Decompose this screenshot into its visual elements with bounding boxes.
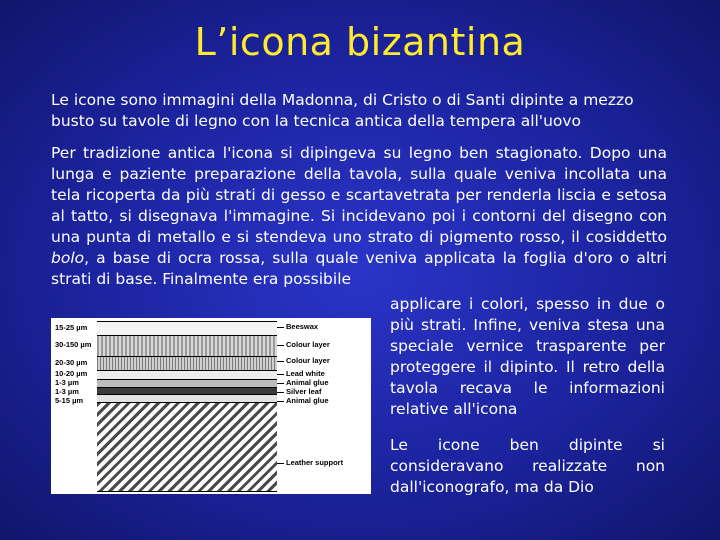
- thickness-label: 20-30 µm: [55, 358, 88, 367]
- bolo-term: bolo: [51, 249, 85, 267]
- layer-label: Lead white: [286, 369, 325, 378]
- silver-leaf-layer: [97, 387, 277, 394]
- thickness-label: 1-3 µm: [55, 387, 79, 396]
- leather-support-layer: [97, 402, 277, 492]
- animal-glue-layer-1: [97, 379, 277, 387]
- side-paragraph-1: applicare i colori, spesso in due o più strati. Infine, veniva stesa una speciale vernice trasparente per proteggere il dipinto. Il retro della tavola recava le informazioni relative all'icona: [390, 295, 665, 418]
- layer-label: Animal glue: [286, 396, 329, 405]
- colour-layer-2: [97, 356, 277, 370]
- intro-paragraph: Le icone sono immagini della Madonna, di Cristo o di Santi dipinte a mezzo busto su tavole di legno con la tecnica antica della tempera all'uovo: [51, 91, 634, 130]
- thickness-label: 30-150 µm: [55, 340, 92, 349]
- thickness-label: 1-3 µm: [55, 378, 79, 387]
- lead-white-layer: [97, 370, 277, 379]
- thickness-label: 5-15 µm: [55, 396, 84, 405]
- layer-label: Leather support: [286, 458, 344, 467]
- layer-label: Animal glue: [286, 378, 329, 387]
- thickness-label: 10-20 µm: [55, 369, 88, 378]
- layer-label: Colour layer: [286, 356, 330, 365]
- colour-layer-1: [97, 335, 277, 356]
- layer-label: Silver leaf: [286, 387, 322, 396]
- paint-layers-diagram: [51, 318, 371, 494]
- main-text-part2: , a base di ocra rossa, sulla quale veniva applicata la foglia d'oro o altri strati di base. Finalmente era possibile: [51, 249, 667, 288]
- main-text-part1: Per tradizione antica l'icona si dipingeva su legno ben stagionato. Dopo una lunga e paziente preparazione della tavola, sulla quale veniva incollata una tela ricoperta da più strati di gesso e scartavetrata per renderla liscia e setosa al tatto, si disegnava l'immagine. Si incidevano poi i contorni del disegno con una punta di metallo e si stendeva uno strato di pigmento rosso, il cosiddetto: [51, 144, 667, 246]
- slide-title: L’icona bizantina: [194, 20, 526, 64]
- beeswax-layer: [97, 321, 277, 335]
- thickness-label: 15-25 µm: [55, 323, 88, 332]
- side-paragraph-2: Le icone ben dipinte si consideravano realizzate non dall'iconografo, ma da Dio: [390, 436, 665, 496]
- animal-glue-layer-2: [97, 394, 277, 402]
- layer-label: Colour layer: [286, 340, 330, 349]
- layer-label: Beeswax: [286, 322, 319, 331]
- main-paragraph: [51, 143, 667, 290]
